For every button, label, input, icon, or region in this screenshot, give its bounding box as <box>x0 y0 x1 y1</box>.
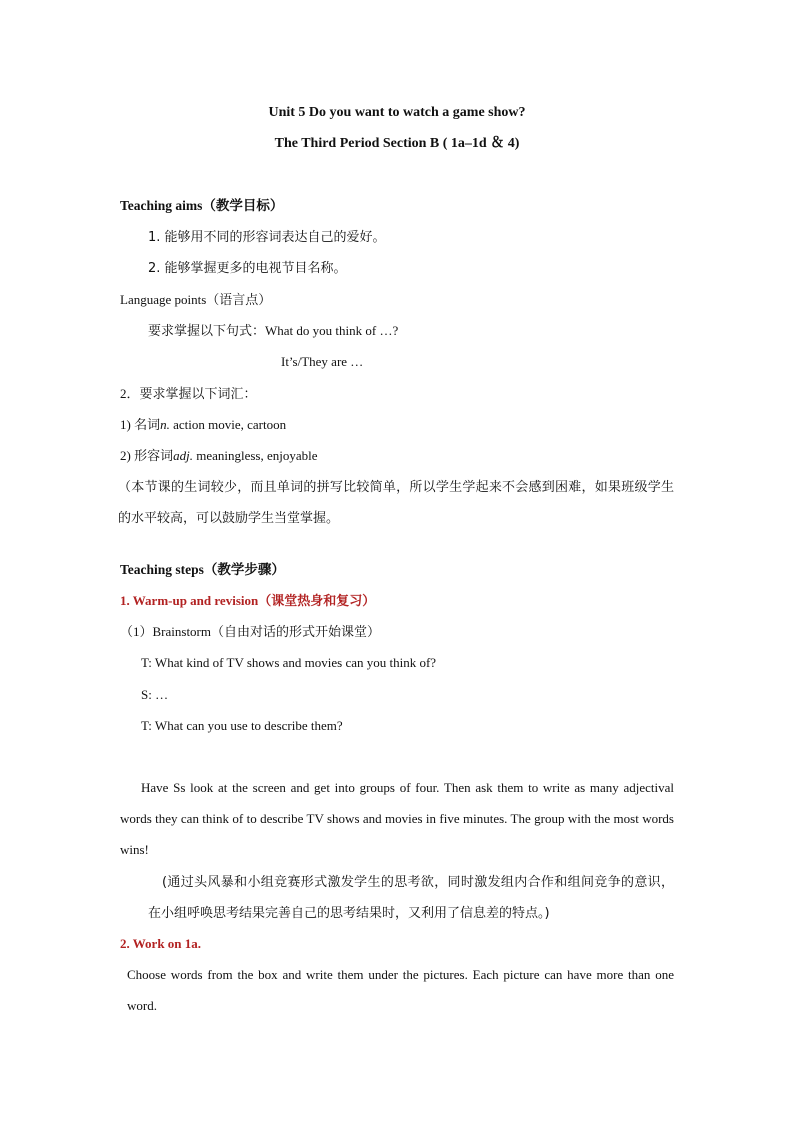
adj-prefix: 2) 形容词 <box>120 448 174 463</box>
dialogue-line-1: T: What kind of TV shows and movies can you think of? <box>141 655 437 670</box>
sentence-pattern-intro: 要求掌握以下句式：What do you think of …? <box>148 323 399 338</box>
adj-words: meaningless, enjoyable <box>192 448 318 463</box>
adjective-vocabulary <box>120 447 318 465</box>
noun-prefix: 1) 名词 <box>120 417 161 432</box>
teaching-aims-heading: Teaching aims（教学目标） <box>120 198 284 213</box>
teaching-steps-heading: Teaching steps（教学步骤） <box>120 562 285 577</box>
adj-pos: adj. <box>173 448 193 463</box>
dialogue-line-2: S: … <box>141 687 169 702</box>
dialogue-line-3: T: What can you use to describe them? <box>141 718 343 733</box>
aim-item-1: 1. 能够用不同的形容词表达自己的爱好。 <box>148 230 386 245</box>
unit-title: Unit 5 Do you want to watch a game show? <box>268 105 526 120</box>
sentence-pattern-answer: It’s/They are … <box>281 354 364 369</box>
period-title: The Third Period Section B ( 1a–1d ＆ 4) <box>274 136 520 151</box>
noun-pos: n. <box>160 417 170 432</box>
step1-title: 1. Warm-up and revision（课堂热身和复习） <box>120 593 376 608</box>
group-activity-paragraph: Have Ss look at the screen and get into groups of four. Then ask them to write as many adjectival words they can think of to describe TV shows and movies in five minutes. The group with the most words wins! <box>120 780 674 857</box>
brainstorm-note: (通过头风暴和小组竞赛形式激发学生的思考欲，同时激发组内合作和组间竞争的意识，在小组呼唤思考结果完善自己的思考结果时，又利用了信息差的特点。) <box>148 875 674 921</box>
aim-item-2: 2. 能够掌握更多的电视节目名称。 <box>148 261 347 276</box>
step2-title: 2. Work on 1a. <box>120 936 202 951</box>
step2-instructions: Choose words from the box and write them under the pictures. Each picture can have more than one word. <box>127 967 674 1013</box>
noun-words: action movie, cartoon <box>169 417 287 432</box>
noun-vocabulary <box>120 416 286 434</box>
vocabulary-intro: 2．要求掌握以下词汇： <box>120 386 257 401</box>
language-points-heading: Language points（语言点） <box>120 292 272 307</box>
vocabulary-note: （本节课的生词较少，而且单词的拼写比较简单，所以学生学起来不会感到困难，如果班级学生的水平较高，可以鼓励学生当堂掌握。 <box>118 480 674 526</box>
brainstorm-subheading: （1）Brainstorm（自由对话的形式开始课堂） <box>120 624 380 639</box>
